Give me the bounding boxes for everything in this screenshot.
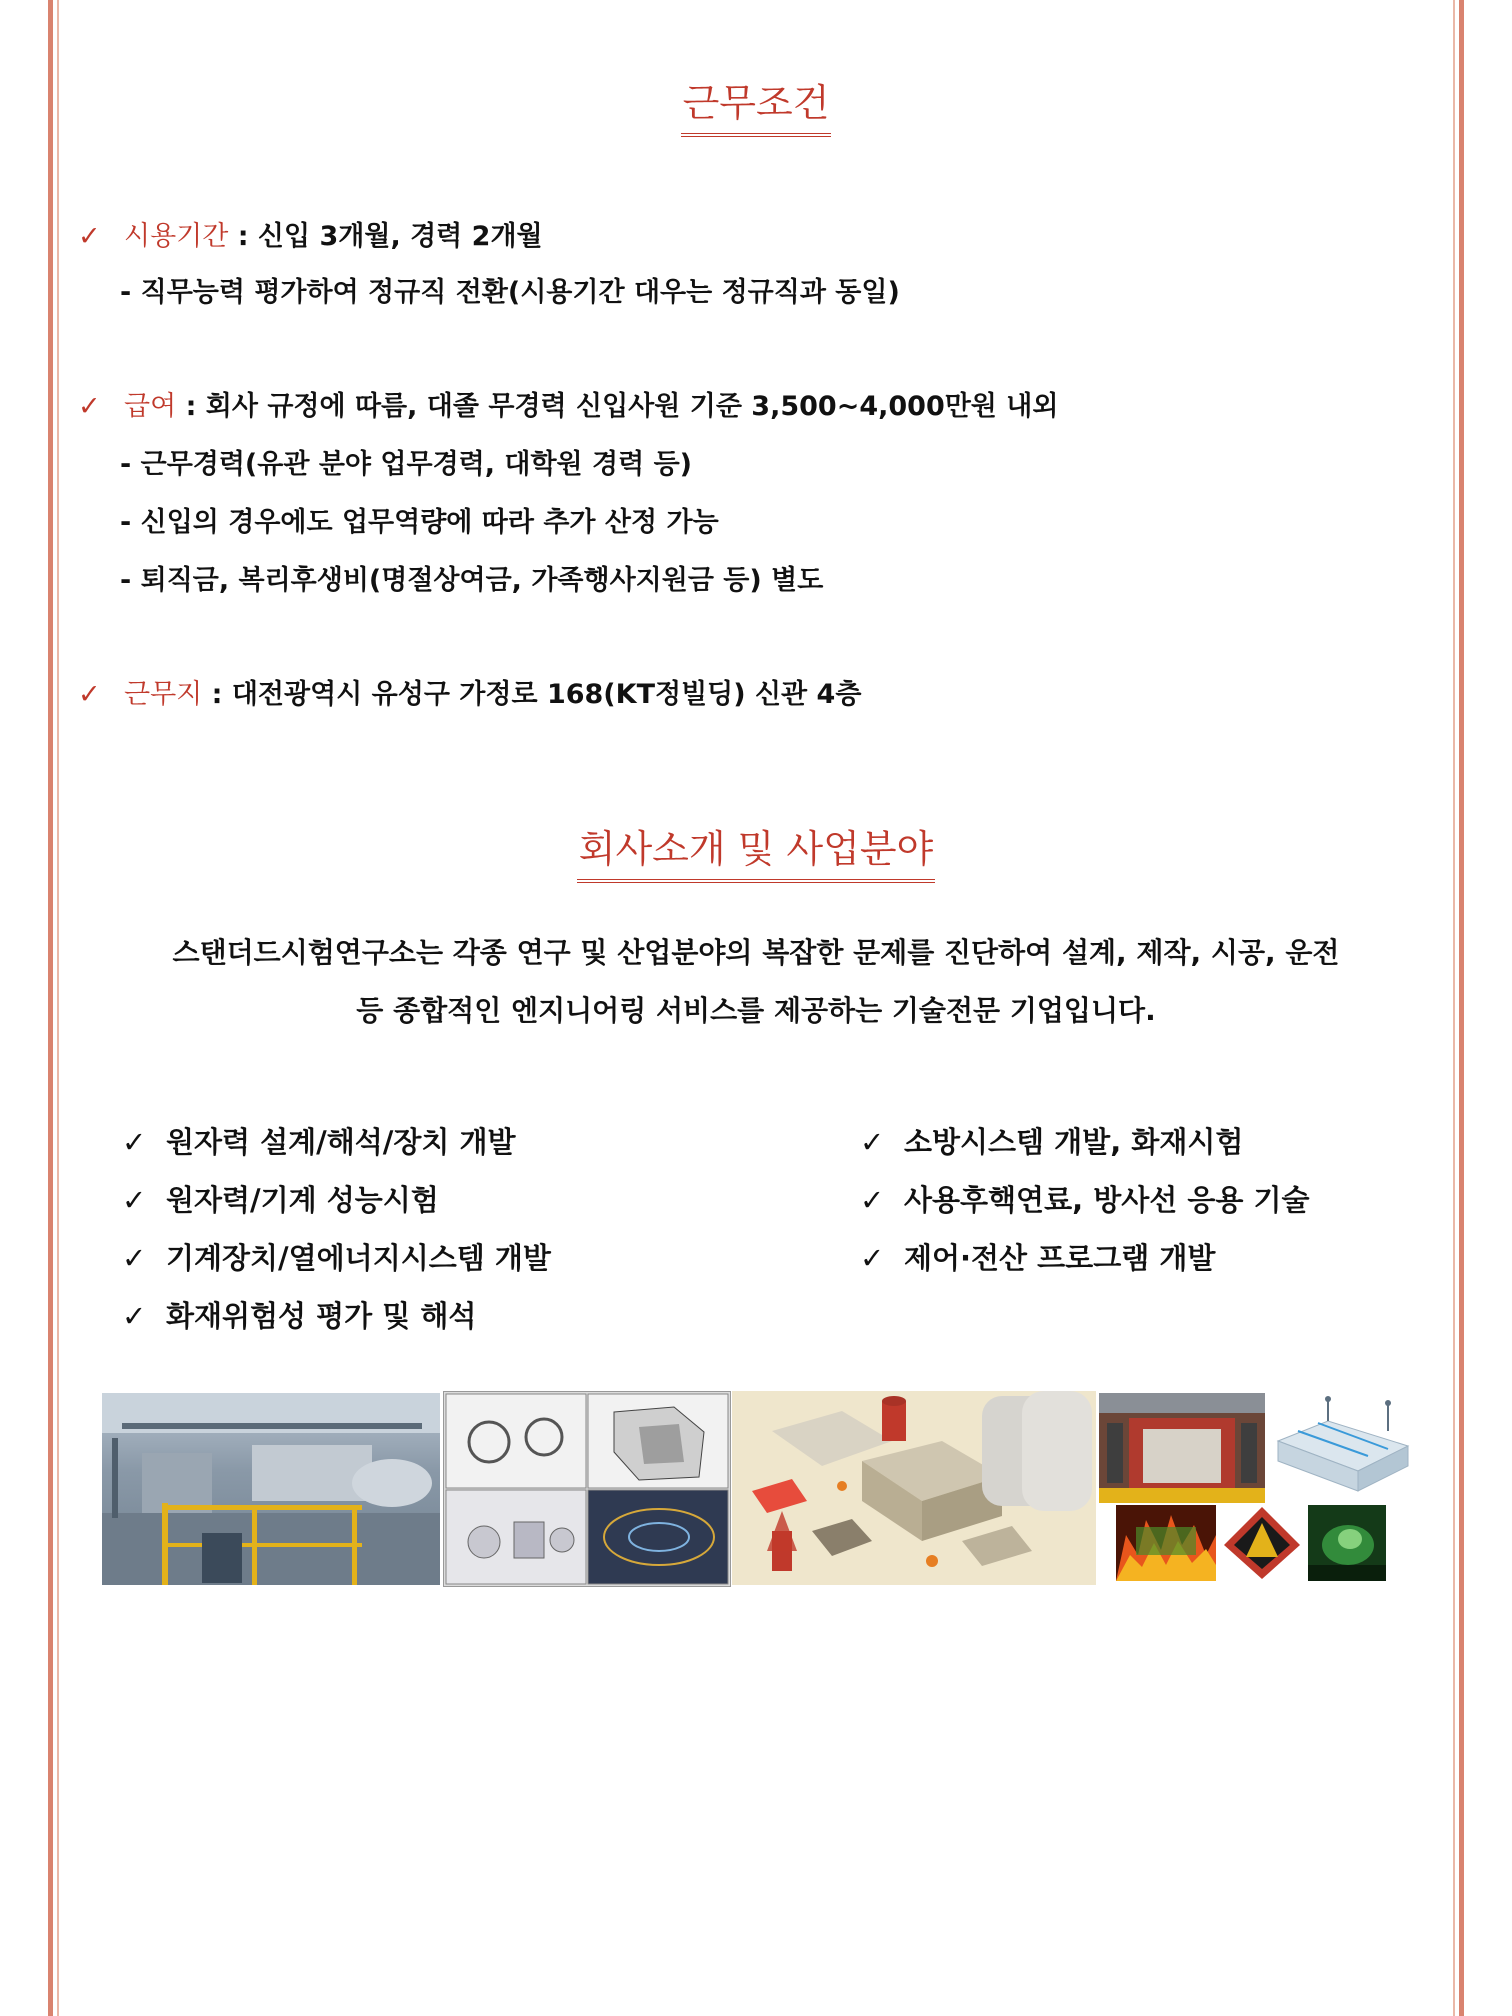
fire-test-photo <box>1116 1505 1216 1581</box>
business-item: ✓ 원자력 설계/해석/장치 개발 <box>122 1125 516 1159</box>
salary-row <box>78 384 1058 423</box>
right-border <box>1459 0 1464 2016</box>
salary-label: 급여 <box>124 391 177 422</box>
fire-test-furnace-photo <box>1099 1393 1265 1503</box>
facility-photo <box>102 1393 440 1585</box>
business-item: ✓ 원자력/기계 성능시험 <box>122 1183 439 1217</box>
checkmark-icon: ✓ <box>860 1125 885 1159</box>
location-row <box>78 672 861 711</box>
piping-diagram <box>1268 1391 1418 1503</box>
business-item: ✓ 제어·전산 프로그램 개발 <box>860 1241 1216 1275</box>
salary-detail: - 신입의 경우에도 업무역량에 따라 추가 산정 가능 <box>120 507 719 538</box>
probation-label: 시용기간 <box>124 221 229 252</box>
checkmark-icon: ✓ <box>78 679 101 710</box>
business-item: ✓ 사용후핵연료, 방사선 응용 기술 <box>860 1183 1310 1217</box>
checkmark-icon: ✓ <box>78 391 101 422</box>
checkmark-icon: ✓ <box>122 1183 147 1217</box>
business-item: ✓ 화재위험성 평가 및 해석 <box>122 1299 477 1333</box>
business-item: ✓ 소방시스템 개발, 화재시험 <box>860 1125 1244 1159</box>
fire-triangle-icon <box>1222 1505 1302 1581</box>
company-intro-title: 회사소개 및 사업분야 <box>0 818 1512 883</box>
working-conditions-title: 근무조건 <box>0 72 1512 137</box>
salary-detail: - 근무경력(유관 분야 업무경력, 대학원 경력 등) <box>120 449 693 480</box>
checkmark-icon: ✓ <box>122 1241 147 1275</box>
checkmark-icon: ✓ <box>860 1183 885 1217</box>
left-border-inner <box>57 0 59 2016</box>
left-border <box>48 0 53 2016</box>
company-intro-text <box>90 924 1422 1040</box>
smoke-test-photo <box>1308 1505 1386 1581</box>
salary-detail: - 퇴직금, 복리후생비(명절상여금, 가족행사지원금 등) 별도 <box>120 565 824 596</box>
intro-line: 스탠더드시험연구소는 각종 연구 및 산업분야의 복잡한 문제를 진단하여 설계, 제작, 시공, 운전 <box>172 936 1340 969</box>
fire-safety-illustration <box>732 1391 1096 1585</box>
right-border-inner <box>1453 0 1455 2016</box>
location-text: : 대전광역시 유성구 가정로 168(KT정빌딩) 신관 4층 <box>202 679 862 710</box>
salary-text: : 회사 규정에 따름, 대졸 무경력 신입사원 기준 3,500~4,000만원 내외 <box>176 391 1059 422</box>
checkmark-icon: ✓ <box>78 221 101 252</box>
probation-text: : 신입 3개월, 경력 2개월 <box>228 221 543 252</box>
probation-row <box>78 214 543 253</box>
business-item: ✓ 기계장치/열에너지시스템 개발 <box>122 1241 551 1275</box>
location-label: 근무지 <box>124 679 203 710</box>
probation-detail: - 직무능력 평가하여 정규직 전환(시용기간 대우는 정규직과 동일) <box>120 277 900 308</box>
checkmark-icon: ✓ <box>860 1241 885 1275</box>
intro-line: 등 종합적인 엔지니어링 서비스를 제공하는 기술전문 기업입니다. <box>356 994 1156 1027</box>
cad-screens-photo <box>443 1391 731 1587</box>
checkmark-icon: ✓ <box>122 1299 147 1333</box>
checkmark-icon: ✓ <box>122 1125 147 1159</box>
